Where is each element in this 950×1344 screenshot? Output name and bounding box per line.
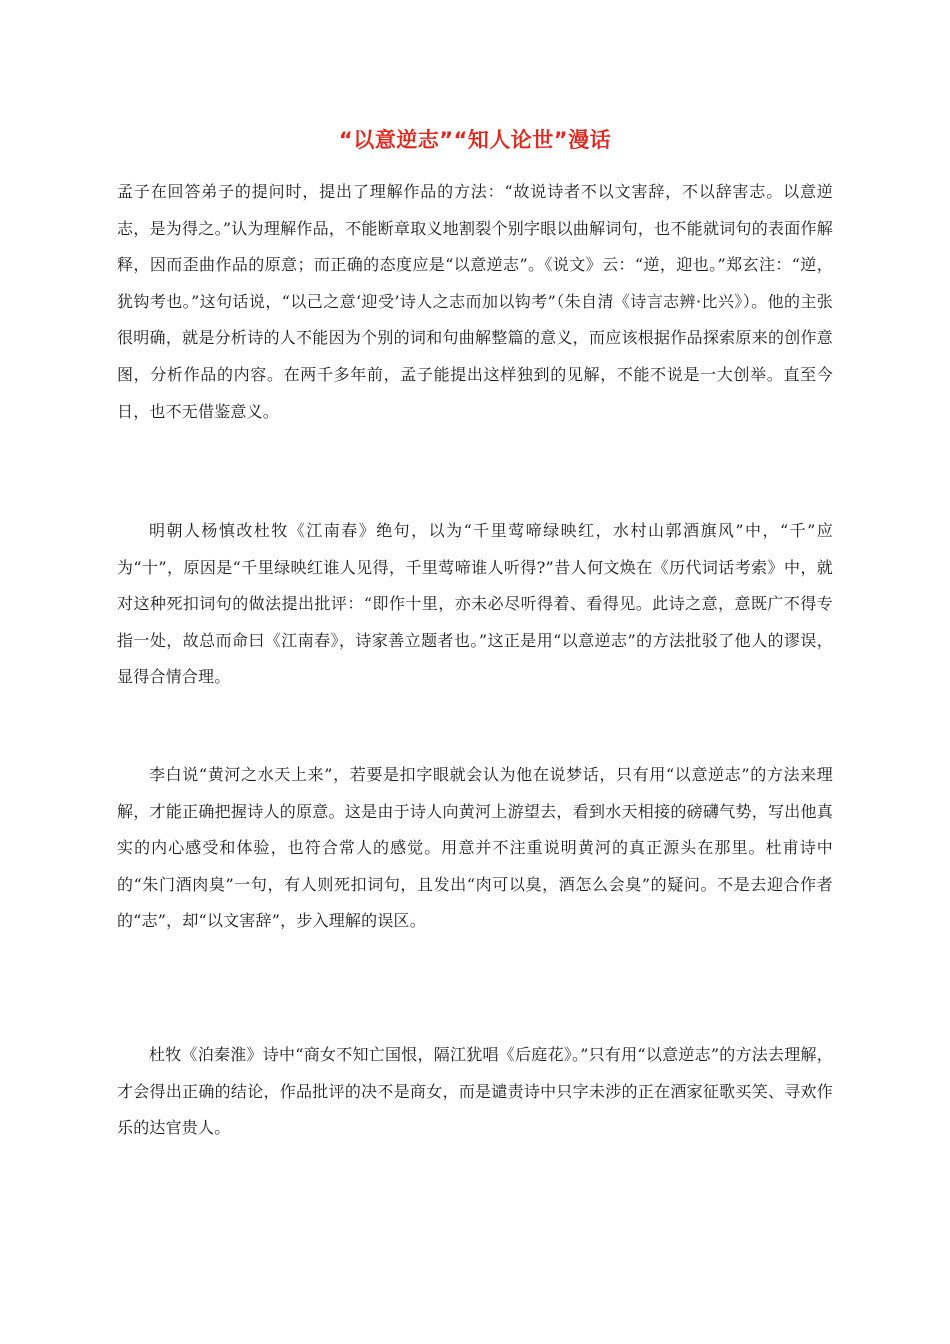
paragraph-4: 杜牧《泊秦淮》诗中“商女不知亡国恨，隔江犹唱《后庭花》。”只有用“以意逆志”的方法去理解，才会得出正确的结论，作品批评的决不是商女，而是谴责诗中只字未涉的正在酒家征歌买笑、寻欢作乐的达官贵人。 [117,1045,833,1138]
paragraph-2: 明朝人杨慎改杜牧《江南春》绝句，以为“千里莺啼绿映红，水村山郭酒旗风”中，“千”应为“十”，原因是“千里绿映红谁人见得，千里莺啼谁人听得?”昔人何文焕在《历代词话考索》中，就对这种死扣词句的做法提出批评：“即作十里，亦未必尽听得着、看得见。此诗之意，意既广不得专指一处，故总而命曰《江南春》，诗家善立题者也。”这正是用“以意逆志”的方法批驳了他人的谬误，显得合情合理。 [117,521,833,687]
paragraph-3: 李白说“黄河之水天上来”，若要是扣字眼就会认为他在说梦话，只有用“以意逆志”的方法来理解，才能正确把握诗人的原意。这是由于诗人向黄河上游望去，看到水天相接的磅礴气势，写出他真实的内心感受和体验，也符合常人的感觉。用意并不注重说明黄河的真正源头在那里。杜甫诗中的“朱门酒肉臭”一句，有人则死扣词句，且发出“肉可以臭，酒怎么会臭”的疑问。不是去迎合作者的“志”，却“以文害辞”，步入理解的误区。 [117,765,833,931]
paragraph-1: 孟子在回答弟子的提问时，提出了理解作品的方法：“故说诗者不以文害辞，不以辞害志。以意逆志，是为得之。”认为理解作品，不能断章取义地割裂个别字眼以曲解词句，也不能就词句的表面作解释，因而歪曲作品的原意；而正确的态度应是“以意逆志”。《说文》云：“逆，迎也。”郑玄注：“逆，犹钩考也。”这句话说，“以己之意‘迎受’诗人之志而加以钩考”（朱自清《诗言志辨·比兴》）。他的主张很明确，就是分析诗的人不能因为个别的词和句曲解整篇的意义，而应该根据作品探索原来的创作意图，分析作品的内容。在两千多年前，孟子能提出这样独到的见解，不能不说是一大创举。直至今日，也不无借鉴意义。 [117,182,833,421]
page-title: “以意逆志”“知人论世”漫话 [338,128,612,152]
